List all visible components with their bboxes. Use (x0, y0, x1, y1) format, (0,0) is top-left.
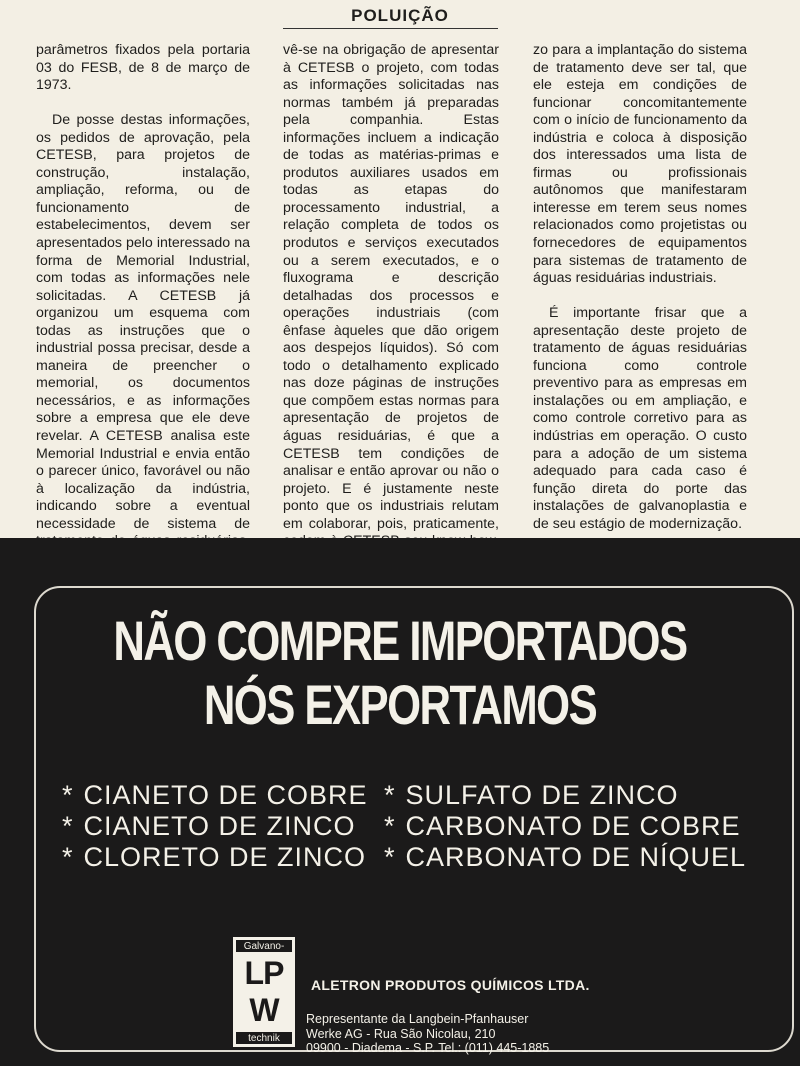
paragraph-gap (533, 288, 747, 306)
bullet-asterisk: * (62, 842, 74, 872)
logo-bottom-text: technik (235, 1031, 293, 1045)
section-title-rule (283, 28, 498, 29)
address-line: Werke AG - Rua São Nicolau, 210 (306, 1026, 496, 1041)
section-title: POLUIÇÃO (351, 6, 449, 25)
address-line: 09900 - Diadema - S.P. Tel.: (011) 445-1885 (306, 1041, 550, 1055)
product-item (62, 842, 368, 873)
logo-top-text: Galvano- (235, 939, 293, 953)
product-list-right (384, 780, 746, 873)
logo-letters (235, 955, 293, 1029)
product-name: CARBONATO DE NÍQUEL (405, 842, 747, 872)
product-item (62, 811, 368, 842)
company-address (306, 1012, 549, 1056)
logo-letters-line-1: LP (244, 955, 284, 991)
product-name: CIANETO DE COBRE (83, 780, 368, 810)
article-paragraph: parâmetros fixados pela portaria 03 do FESB, de 8 de março de 1973. (36, 42, 250, 94)
product-name: CARBONATO DE COBRE (405, 811, 741, 841)
logo-letters-line-2: W (249, 992, 279, 1028)
product-name: CIANETO DE ZINCO (83, 811, 356, 841)
article-paragraph: É importante frisar que a apresentação deste projeto de tratamento de águas residuárias funciona como controle preventivo para as empresas em instalações ou em ampliação, e como controle corretivo para as indústrias em operação. O custo para a adoção de um sistema adequado para cada caso é função direta do porte das instalações de galvanoplastia e de seu estágio de modernização. (533, 305, 747, 532)
company-name: ALETRON PRODUTOS QUÍMICOS LTDA. (311, 977, 590, 993)
product-item (384, 780, 746, 811)
product-item (384, 811, 746, 842)
article-paragraph: zo para a implantação do sistema de tratamento deve ser tal, que ele esteja em condições de funcionar concomitantemente com o início de funcionamento da indústria e coloca à disposição dos interessados uma lista de firmas ou profissionais autônomos que manifestaram interesse em terem seus nomes relacionados como projetistas ou fornecedores de equipamentos para sistemas de tratamento de águas residuárias industriais. (533, 42, 747, 287)
article-paragraph: vê-se na obrigação de apresentar à CETESB o projeto, com todas as informações solicitadas nas normas também já preparadas pela companhia. Estas informações incluem a indicação de todas as matérias-primas e produtos auxiliares usados em todas as etapas do processamento industrial, a relação completa de todos os produtos e serviços executados ou a serem executados, e o fluxograma e descrição detalhadas dos processos e operações industriais (com ênfase àqueles que dão origem aos despejos líquidos). Só com todo o detalhamento explicado nas doze páginas de instruções que compõem estas normas para apresentação de projetos de águas residuárias, é que a CETESB tem condições de analisar e então aprovar ou não o projeto. E é justamente neste ponto que os industriais relutam em colaborar, pois, praticamente, (283, 42, 499, 532)
product-item (62, 780, 368, 811)
article-column-3 (533, 42, 747, 533)
galvanotechnik-lpw-logo (233, 937, 295, 1047)
article-body (0, 42, 800, 532)
bullet-asterisk: * (62, 780, 74, 810)
article-column-2 (283, 42, 499, 568)
bullet-asterisk: * (62, 811, 74, 841)
bullet-asterisk: * (384, 780, 396, 810)
product-name: CLORETO DE ZINCO (83, 842, 367, 872)
article-column-1 (36, 42, 250, 586)
paragraph-gap (36, 95, 250, 113)
bullet-asterisk: * (384, 842, 396, 872)
product-list-left (62, 780, 368, 873)
ad-headline-line-1: NÃO COMPRE IMPORTADOS (113, 609, 687, 672)
advertisement (0, 538, 800, 1066)
ad-headline-line-2: NÓS EXPORTAMOS (203, 673, 597, 736)
article-paragraph: De posse destas informações, os pedidos de aprovação, pela CETESB, para projetos de construção, instalação, ampliação, reforma, ou de funcionamento de estabelecimentos, devem ser apresentados pelo interessado na forma de Memorial Industrial, com todas as informações nele solicitadas. A CETESB já organizou um esquema com todas as instruções que o industrial possa precisar, desde a maneira de preencher o memorial, os documentos necessários, e as informações sobre a empresa que ele deve revelar. A CETESB analisa este Memorial Industrial e envia então o parecer único, favorável ou não à localização da indústria, indicando sobre a eventual necessidade de sistema de (36, 112, 250, 532)
address-line: Representante da Langbein-Pfanhauser (306, 1012, 529, 1026)
product-item (384, 842, 746, 873)
bullet-asterisk: * (384, 811, 396, 841)
product-name: SULFATO DE ZINCO (405, 780, 679, 810)
section-header (0, 0, 800, 30)
